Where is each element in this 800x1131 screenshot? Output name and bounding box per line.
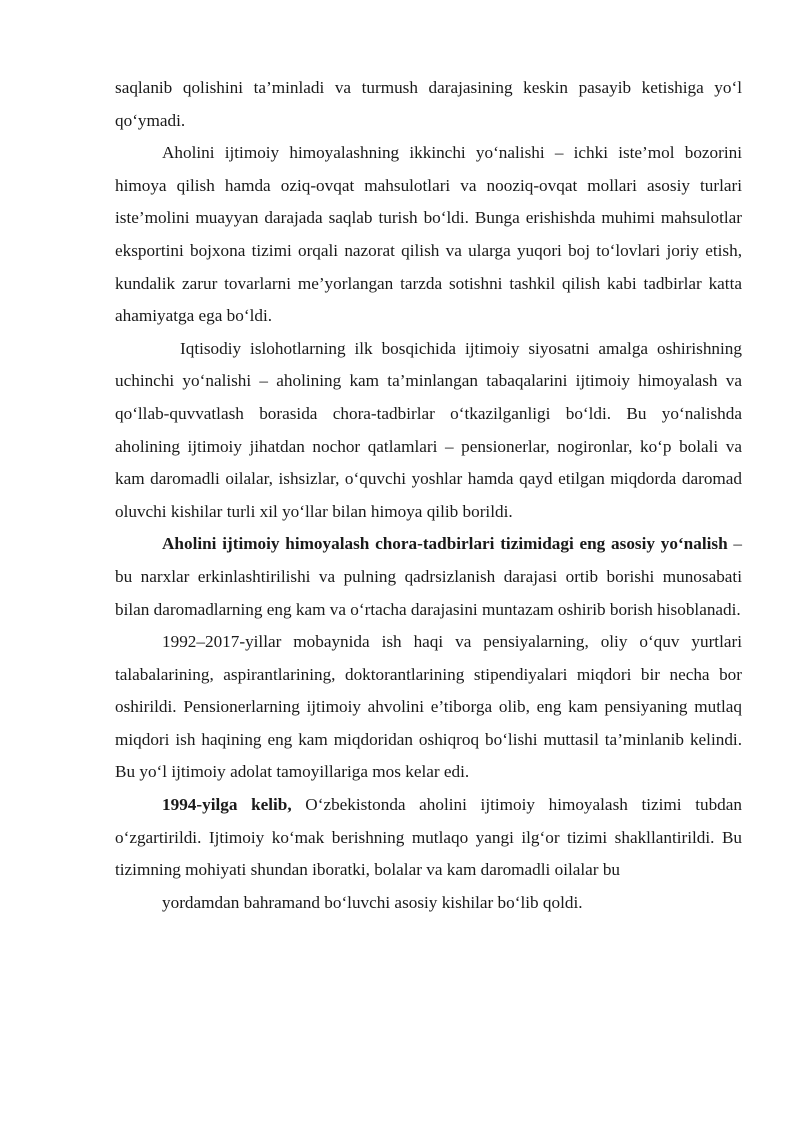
paragraph-6 <box>115 789 742 887</box>
paragraph-5-text: 1992–2017-yillar mobaynida ish haqi va pensiyalarning, oliy o‘quv yurtlari talabalarining, aspirantlarining, doktorantlarining stipendiyalari miqdori bir necha bor oshirildi. Pensionerlarning ijtimoiy ahvolini e’tiborga olib, eng kam pensiyaning mutlaq miqdori ish haqining eng kam miqdoridan oshiqroq bo‘lishi muttasil ta’minlanib kelindi. Bu yo‘l ijtimoiy adolat tamoyillariga mos kelar edi. <box>115 632 742 782</box>
paragraph-3-text: Iqtisodiy islohotlarning ilk bosqichida ijtimoiy siyosatni amalga oshirishning uchinchi yo‘nalishi – aholining kam ta’minlangan tabaqalarini ijtimoiy himoyalash va qo‘llab-quvvatlash borasida chora-tadbirlar o‘tkazilganligi bo‘ldi. Bu yo‘nalishda aholining ijtimoiy jihatdan nochor qatlamlari – pensionerlar, nogironlar, ko‘p bolali va kam daromadli oilalar, ishsizlar, o‘quvchi yoshlar hamda qayd etilgan miqdorda daromad oluvchi kishilar turli xil yo‘llar bilan himoya qilib borildi. <box>115 338 742 521</box>
paragraph-2-text: Aholini ijtimoiy himoyalashning ikkinchi yo‘nalishi – ichki iste’mol bozorini himoya qilish hamda oziq-ovqat mahsulotlari va nooziq-ovqat mollari asosiy turlari iste’molini muayyan darajada saqlab turish bo‘ldi. Bunga erishishda muhimi mahsulotlar eksportini bojxona tizimi orqali nazorat qilish va ularga yuqori boj to‘lovlari joriy etish, kundalik zarur tovarlarni me’yorlangan tarzda sotishni tashkil qilish kabi tadbirlar katta ahamiyatga ega bo‘ldi. <box>115 143 742 326</box>
paragraph-3 <box>115 333 742 529</box>
paragraph-1-text: saqlanib qolishini ta’minladi va turmush darajasining keskin pasayib ketishiga yo‘l qo‘ymadi. <box>115 78 742 130</box>
paragraph-6-bold-lead: 1994-yilga kelib, <box>162 795 292 815</box>
paragraph-2 <box>115 137 742 333</box>
paragraph-7 <box>115 887 742 920</box>
paragraph-1 <box>115 72 742 137</box>
paragraph-4 <box>115 528 742 626</box>
paragraph-5 <box>115 626 742 789</box>
paragraph-7-text: yordamdan bahramand bo‘luvchi asosiy kishilar bo‘lib qoldi. <box>162 892 583 912</box>
paragraph-4-text: – bu narxlar erkinlashtirilishi va pulning qadrsizlanish darajasi ortib borishi munosabati bilan daromadlarning eng kam va o‘rtacha darajasini muntazam oshirib borish hisoblanadi. <box>115 534 742 619</box>
paragraph-4-bold-lead: Aholini ijtimoiy himoyalash chora-tadbirlari tizimidagi eng asosiy yo‘nalish <box>162 534 728 554</box>
paragraph-6-text: O‘zbekistonda aholini ijtimoiy himoyalash tizimi tubdan o‘zgartirildi. Ijtimoiy ko‘mak berishning mutlaqo yangi ilg‘or tizimi shakllantirildi. Bu tizimning mohiyati shundan iboratki, bolalar va kam daromadli oilalar bu <box>115 795 742 880</box>
document-page <box>115 72 742 919</box>
